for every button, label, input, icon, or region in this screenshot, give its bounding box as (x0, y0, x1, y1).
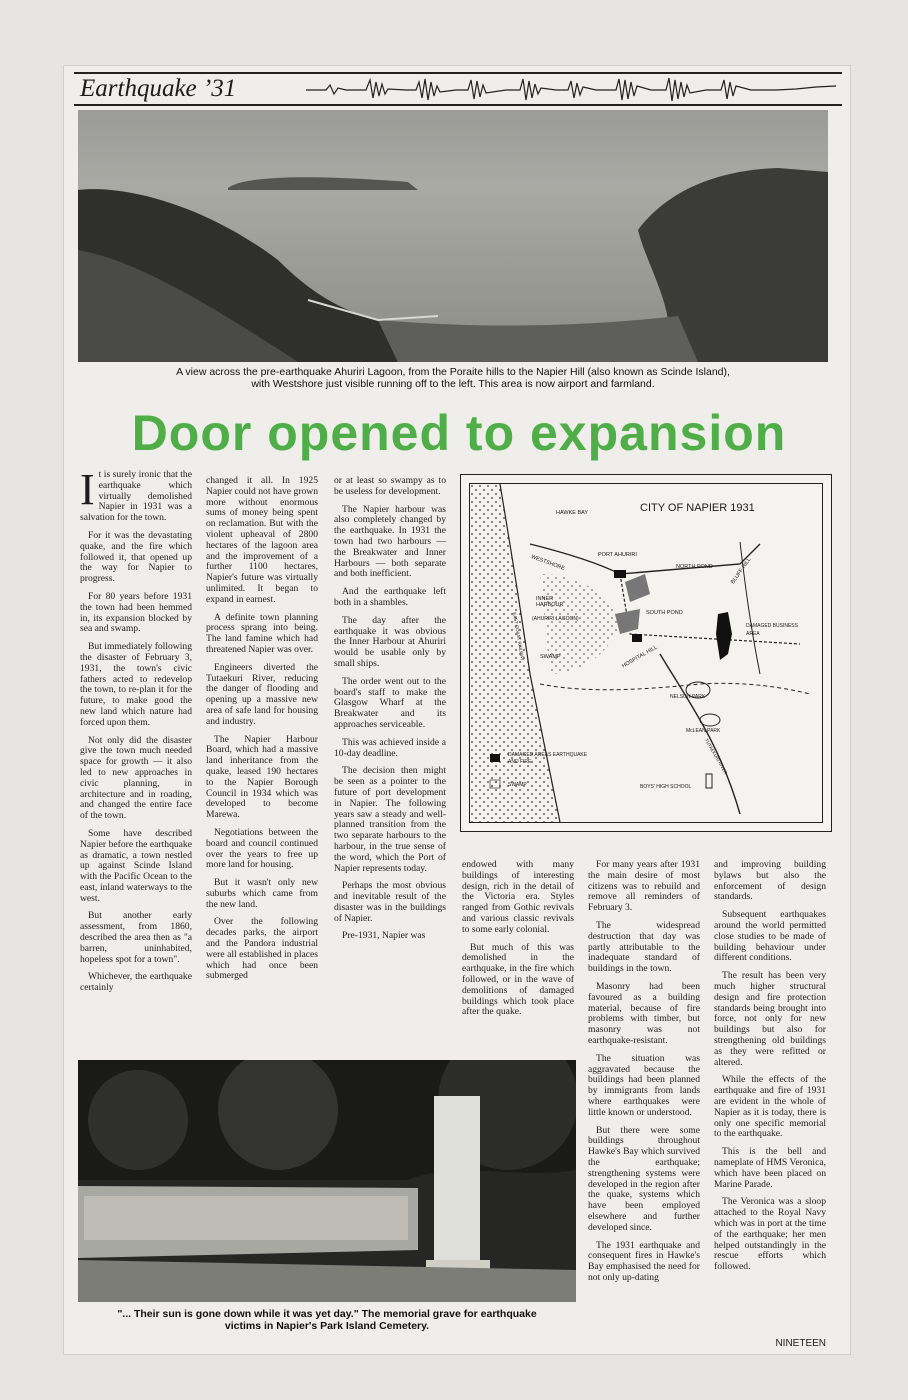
map-label-tutaekuri-river: TUTAEKURI RIVER (703, 737, 729, 776)
paragraph-text: t is surely ironic that the earthquake which virtually demolished Napier in 1931 was a salvation for the town. (80, 469, 192, 524)
article-paragraph: For it was the devastating quake, and the fire which followed it, that opened up the way for Napier to progress. (80, 529, 192, 585)
map-label-boys-high-school: BOYS' HIGH SCHOOL (640, 784, 692, 790)
article-paragraph: The decision then might be seen as a pointer to the future of port development in Napier. The following years saw a steady and well-planned transition from the two separate harbours to the harbour, in the true sense of the word, which the Port of Napier represents today. (334, 765, 446, 874)
article-paragraph: The 1931 earthquake and consequent fires in Hawke's Bay emphasised the need for not only up-dating (588, 1239, 700, 1283)
article-paragraph: The widespread destruction that day was partly attributable to the inadequate standard of buildings in the town. (588, 919, 700, 975)
article-paragraph: This is the bell and nameplate of HMS Veronica, which have been placed on Marine Parade. (714, 1146, 826, 1190)
memorial-photo-illustration (78, 1060, 576, 1302)
map-label-ahuriri-lagoon: (AHURIRI LAGOON) (532, 616, 579, 622)
article-paragraph: While the effects of the earthquake and fire of 1931 are evident in the whole of Napier as it is today, there is only one specific memorial to the earthquake. (714, 1074, 826, 1140)
article-paragraph: For 80 years before 1931 the town had been hemmed in, its expansion blocked by sea and swamp. (80, 590, 192, 635)
map-legend-damaged: DAMAGED AREAS EARTHQUAKE AND FIRE (508, 752, 588, 765)
article-paragraph: endowed with many buildings of interesting design, rich in the detail of the Victoria era. Styles ranged from Gothic revivals and various classic revivals to some early colonial. (462, 859, 574, 935)
article-paragraph: The order went out to the board's staff to make the Glasgow Wharf at the Breakwater and its approaches serviceable. (334, 675, 446, 730)
map-label-nelson-park: NELSON PARK (670, 694, 706, 700)
article-paragraph: The Veronica was a sloop attached to the Royal Navy which was in port at the time of the earthquake; her men helped outstandingly in the rescue efforts which followed. (714, 1196, 826, 1273)
article-paragraph: and improving building bylaws but also the enforcement of design standards. (714, 859, 826, 903)
article-paragraph (80, 465, 192, 524)
map-legend-swamp: SWAMP (508, 782, 527, 788)
lagoon-photo-caption (78, 366, 828, 390)
seismograph-trace (306, 76, 836, 102)
article-paragraph: But immediately following the disaster of February 3, 1931, the town's civic fathers acted to redevelop the town, to re-plan it for the future, to make good the new land which nature had forced upon them. (80, 641, 192, 728)
memorial-photo-caption (78, 1308, 576, 1332)
memorial-photo (78, 1060, 576, 1302)
article-paragraph: changed it all. In 1925 Napier could not have grown more without enormous sums of money being spent on reclamation. But with the violent upheaval of 2800 hectares of the lagoon area and the improvement of a further 1100 hectares, Napier's future was virtually unlimited. It began to expand in earnest. (206, 475, 318, 605)
map-label-mclean-park: McLEAN PARK (686, 728, 721, 734)
article-column-5 (588, 860, 700, 1291)
article-paragraph: The Napier Harbour Board, which had a massive land inheritance from the quake, leased 190 hectares to the Napier Borough Council in 1934 which was developed to become Marewa. (206, 733, 318, 821)
article-paragraph: Engineers diverted the Tutaekuri River, reducing the danger of flooding and opening up a massive new area of safe land for housing and industry. (206, 661, 318, 727)
article-paragraph: The Napier harbour was also completely changed by the earthquake. In 1931 the town had two harbours — the Breakwater and Inner Harbours — both separate and both inefficient. (334, 503, 446, 580)
article-column-4 (462, 860, 574, 1025)
article-paragraph: The result has been very much higher structural design and fire protection standards being brought into force, not only for new buildings but also for strengthening old buildings as they were refitted or altered. (714, 970, 826, 1068)
article-paragraph: The situation was aggravated because the buildings had been planned by immigrants from lands where earthquakes were little known or understood. (588, 1052, 700, 1118)
article-paragraph: Negotiations between the board and council continued over the years to free up more land for housing. (206, 826, 318, 871)
article-paragraph: But there were some buildings throughout Hawke's Bay which survived the earthquake; strengthening systems were developed in the region after the quake, systems which have been employed elsewhere and further developed since. (588, 1124, 700, 1233)
map-label-north-pond: NORTH POND (676, 564, 713, 570)
map-label-swamp-area: SWAMP (540, 654, 561, 660)
map-label-south-pond: SOUTH POND (646, 610, 683, 616)
article-column-6 (714, 860, 826, 1280)
article-paragraph: A definite town planning process sprang into being. The land famine which had threatened Napier was over. (206, 611, 318, 655)
map-label-hawke-bay: HAWKE BAY (556, 510, 589, 516)
memorial-caption-line1: "... Their sun is gone down while it was yet day." The memorial grave for earthquake (117, 1308, 537, 1320)
article-paragraph: Over the following decades parks, the airport and the Pandora industrial were all established in places which had once been submerged (206, 916, 318, 982)
article-paragraph: For many years after 1931 the main desire of most citizens was to rebuild and remove all reminders of February 3. (588, 859, 700, 914)
map-title: CITY OF NAPIER 1931 (640, 502, 755, 514)
article-paragraph: Some have described Napier before the earthquake as dramatic, a town nestled up against Scinde Island with the Pacific Ocean to the east, inland waterways to the west. (80, 827, 192, 904)
lagoon-caption-line1: A view across the pre-earthquake Ahuriri Lagoon, from the Poraite hills to the Napier Hill (also known as Scinde Island), (176, 366, 730, 378)
article-paragraph: Subsequent earthquakes around the world permitted close studies to be made of building behaviour under different conditions. (714, 909, 826, 964)
article-paragraph: The day after the earthquake it was obvious the Inner Harbour at Ahuriri would be usable only by small ships. (334, 614, 446, 669)
article-paragraph: Not only did the disaster give the town much needed space for growth — it also led to new approaches in civic planning, in architecture and in roading, and changed the entire face of the town. (80, 734, 192, 822)
article-column-2 (206, 476, 318, 989)
map-label-railway: EAST COAST RAILWAY (511, 611, 526, 662)
map-label-bluff-hill: BLUFF HILL (730, 556, 753, 586)
lagoon-caption-line2: with Westshore just visible running off to the left. This area is now airport and farmland. (251, 378, 655, 390)
article-paragraph: But much of this was demolished in the earthquake, in the fire which followed, or in the wave of demolitions of damaged buildings which took place after the quake. (462, 941, 574, 1018)
map-label-inner-harbour: INNER HARBOUR (536, 596, 564, 608)
article-paragraph: Perhaps the most obvious and inevitable result of the disaster was in the buildings of Napier. (334, 880, 446, 924)
article-column-1 (80, 465, 192, 1001)
article-paragraph: or at least so swampy as to be useless for development. (334, 475, 446, 497)
map-label-hospital-hill: HOSPITAL HILL (621, 644, 659, 670)
article-paragraph: And the earthquake left both in a shambles. (334, 586, 446, 608)
section-title: Earthquake ’31 (80, 75, 237, 102)
lagoon-photo (78, 110, 828, 362)
article-paragraph: Pre-1931, Napier was (342, 930, 426, 942)
napier-map (460, 474, 832, 832)
map-label-westshore: WESTSHORE (530, 554, 566, 572)
map-label-port-ahuriri: PORT AHURIRI (598, 552, 637, 558)
headline: Door opened to expansion (131, 405, 787, 461)
memorial-caption-line2: victims in Napier's Park Island Cemetery. (224, 1320, 430, 1332)
article-paragraph: Masonry had been favoured as a building material, because of fire problems with timber, but masonry was not earthquake-resistant. (588, 980, 700, 1046)
page-number: NINETEEN (775, 1338, 826, 1349)
article-paragraph: Whichever, the earthquake certainly (80, 971, 192, 994)
lagoon-photo-illustration (78, 110, 828, 362)
section-banner (74, 72, 842, 106)
article-paragraph: But it wasn't only new suburbs which came from the new land. (206, 877, 318, 910)
article-paragraph: But another early assessment, from 1860, described the area then as "a barren, uninhabited, hopeless spot for a town". (80, 910, 192, 965)
drop-cap: I (80, 465, 95, 514)
map-frame (469, 483, 823, 823)
map-label-business-area: DAMAGED BUSINESS AREA (746, 623, 798, 637)
article-paragraph: This was achieved inside a 10-day deadline. (334, 736, 446, 759)
article-column-3 (334, 476, 446, 949)
